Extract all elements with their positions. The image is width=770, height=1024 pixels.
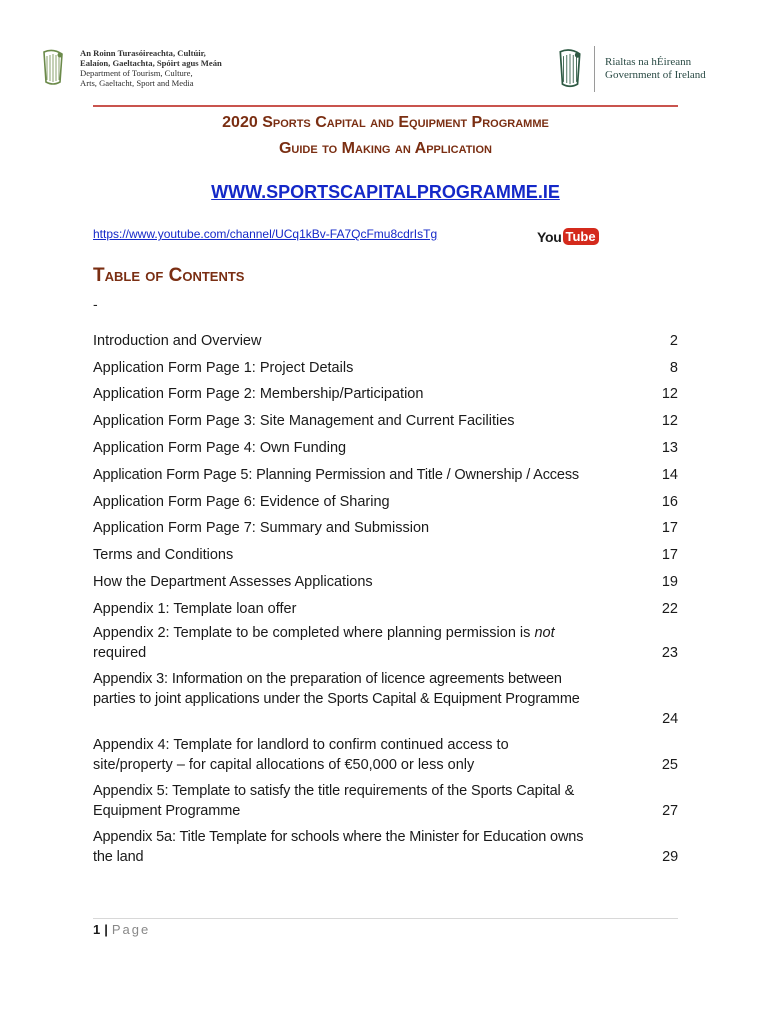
harp-icon <box>556 47 584 91</box>
toc-entry-page: 17 <box>661 547 678 564</box>
toc-entry-label-text: Appendix 2: Template to be completed where planning permission is <box>93 624 535 641</box>
page-number: 1 <box>93 922 101 937</box>
toc-entry-label-line1: Appendix 5: Template to satisfy the title requirements of the Sports Capital & <box>93 782 575 799</box>
toc-entry-page: 16 <box>661 493 678 510</box>
dept-name-english-2: Arts, Gaeltacht, Sport and Media <box>80 78 194 88</box>
toc-entry-label-line1: Appendix 5a: Title Template for schools where the Minister for Education owns <box>93 828 584 845</box>
page-word: Page <box>111 922 151 937</box>
toc-entry-page: 22 <box>661 600 678 617</box>
toc-entry-page: 29 <box>662 848 678 865</box>
toc-entry-page: 24 <box>662 710 678 727</box>
youtube-logo-you: You <box>537 228 562 245</box>
toc-entry-label-line2: the land <box>93 848 144 865</box>
toc-entry-page: 13 <box>661 439 678 456</box>
toc-entry-page: 23 <box>661 644 678 661</box>
gov-name-english: Government of Ireland <box>605 69 706 81</box>
toc-entry-label: How the Department Assesses Applications <box>93 573 373 590</box>
toc-entry[interactable] <box>93 735 678 775</box>
toc-entry-label-line1: Appendix 3: Information on the preparation of licence agreements between <box>93 670 562 687</box>
toc-entry[interactable] <box>93 781 678 821</box>
dept-name-english-1: Department of Tourism, Culture, <box>80 68 193 78</box>
toc-entry-label-line2: site/property – for capital allocations of €50,000 or less only <box>93 756 475 773</box>
website-link[interactable]: WWW.SPORTSCAPITALPROGRAMME.IE <box>211 182 560 202</box>
harp-icon <box>40 48 66 88</box>
department-logo <box>40 48 222 88</box>
document-title: 2020 Sports Capital and Equipment Programme <box>222 114 549 131</box>
toc-entry-page: 19 <box>661 573 678 590</box>
toc-entry-page: 17 <box>661 520 678 537</box>
dept-name-irish-1: An Roinn Turasóireachta, Cultúir, <box>80 48 206 58</box>
toc-entry[interactable] <box>93 456 678 483</box>
toc-entry[interactable] <box>93 563 678 590</box>
document-subtitle: Guide to Making an Application <box>278 140 492 157</box>
toc-entry-label: Application Form Page 2: Membership/Participation <box>93 386 424 403</box>
toc-dash: - <box>93 296 98 312</box>
toc-entry[interactable] <box>93 349 678 376</box>
toc-entry-page: 8 <box>669 359 678 376</box>
toc-entry-page: 12 <box>661 386 678 403</box>
toc-entry[interactable] <box>93 623 678 663</box>
toc-entry-label: Application Form Page 3: Site Management and Current Facilities <box>93 413 515 430</box>
divider <box>594 46 595 92</box>
gov-name-irish: Rialtas na hÉireann <box>605 56 692 68</box>
toc-entry[interactable] <box>93 669 678 729</box>
youtube-logo[interactable] <box>537 228 599 245</box>
toc-entry-label-line1: Appendix 4: Template for landlord to confirm continued access to <box>93 736 509 753</box>
toc-entry[interactable] <box>93 402 678 429</box>
footer-separator: | <box>104 922 108 937</box>
toc-entry-label-line2: required <box>93 644 147 661</box>
toc-entry-label-line1 <box>93 623 678 643</box>
toc-entry-label: Application Form Page 4: Own Funding <box>93 439 347 456</box>
youtube-channel-link[interactable]: https://www.youtube.com/channel/UCq1kBv-FA7QcFmu8cdrIsTg <box>93 227 438 241</box>
toc-entry-page: 27 <box>662 802 678 819</box>
toc-entry-label: Appendix 1: Template loan offer <box>93 600 297 617</box>
toc-entry-label: Application Form Page 5: Planning Permission and Title / Ownership / Access <box>93 466 580 483</box>
page-footer <box>93 922 150 937</box>
toc-entry[interactable] <box>93 322 678 349</box>
header-divider <box>93 105 678 107</box>
toc-entry-label: Terms and Conditions <box>93 547 234 564</box>
toc-entry-page: 25 <box>661 756 678 773</box>
government-logo <box>556 46 706 92</box>
toc-heading: Table of Contents <box>93 265 245 286</box>
toc-entry[interactable] <box>93 590 678 617</box>
toc-entry-label-line2: Equipment Programme <box>93 802 241 819</box>
toc-entry[interactable] <box>93 510 678 537</box>
toc-entry-label: Application Form Page 7: Summary and Submission <box>93 520 430 537</box>
toc-entry-page: 14 <box>661 466 678 483</box>
table-of-contents <box>93 322 678 867</box>
youtube-logo-tube: Tube <box>563 228 599 245</box>
toc-entry[interactable] <box>93 376 678 403</box>
dept-name-irish-2: Ealaíon, Gaeltachta, Spóirt agus Meán <box>80 58 222 68</box>
toc-entry-label-emphasis: not <box>534 624 555 641</box>
toc-entry-page: 12 <box>661 413 678 430</box>
toc-entry-page: 2 <box>669 332 678 349</box>
toc-entry-label-line2: parties to joint applications under the Sports Capital & Equipment Programme <box>93 690 580 707</box>
footer-divider <box>93 918 678 919</box>
toc-entry[interactable] <box>93 827 678 867</box>
toc-entry-label: Application Form Page 1: Project Details <box>93 359 354 376</box>
toc-entry-label: Application Form Page 6: Evidence of Sharing <box>93 493 390 510</box>
toc-entry-label: Introduction and Overview <box>93 332 262 349</box>
toc-entry[interactable] <box>93 483 678 510</box>
toc-entry[interactable] <box>93 536 678 563</box>
toc-entry[interactable] <box>93 429 678 456</box>
